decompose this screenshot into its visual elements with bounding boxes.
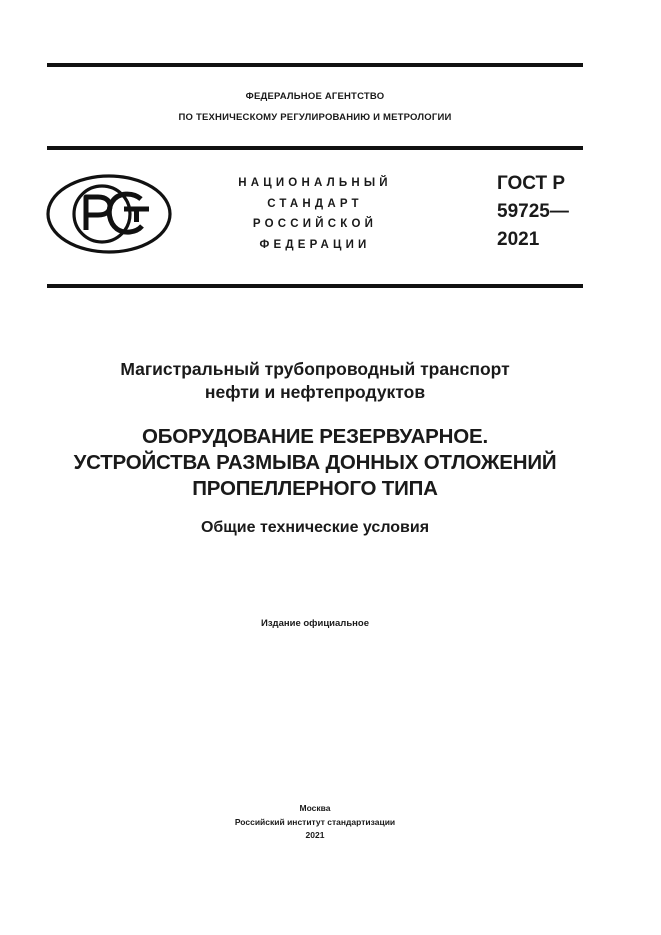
subject-line-2: нефти и нефтепродуктов xyxy=(204,382,426,402)
imprint-publisher: Российский институт стандартизации xyxy=(234,816,396,827)
agency-line-1: ФЕДЕРАЛЬНОЕ АГЕНТСТВО xyxy=(245,91,385,102)
national-line-2: СТАНДАРТ xyxy=(267,197,363,210)
imprint xyxy=(47,802,583,843)
imprint-year: 2021 xyxy=(305,830,325,840)
main-title-line-1: ОБОРУДОВАНИЕ РЕЗЕРВУАРНОЕ. xyxy=(142,425,488,448)
imprint-city: Москва xyxy=(299,803,331,813)
top-rule xyxy=(47,63,583,67)
main-title-line-3: ПРОПЕЛЛЕРНОГО ТИПА xyxy=(192,477,438,500)
gost-line-1: ГОСТ Р xyxy=(497,173,566,194)
subject-title xyxy=(47,358,583,404)
subject-line-1: Магистральный трубопроводный транспорт xyxy=(120,359,510,379)
block-rule xyxy=(47,284,583,288)
main-title xyxy=(20,424,610,502)
header-rule xyxy=(47,146,583,150)
national-line-1: НАЦИОНАЛЬНЫЙ xyxy=(238,177,392,189)
national-standard-label xyxy=(225,173,405,255)
gost-line-2: 59725— xyxy=(497,201,569,222)
national-line-3: РОССИЙСКОЙ xyxy=(252,218,378,230)
gost-line-3: 2021 xyxy=(497,229,540,250)
national-line-4: ФЕДЕРАЦИИ xyxy=(259,238,371,251)
conditions-subtitle: Общие технические условия xyxy=(200,519,430,536)
main-title-line-2: УСТРОЙСТВА РАЗМЫВА ДОННЫХ ОТЛОЖЕНИЙ xyxy=(73,451,557,474)
edition-label: Издание официальное xyxy=(261,618,369,629)
rst-certification-mark-icon xyxy=(46,174,172,254)
agency-line-2: ПО ТЕХНИЧЕСКОМУ РЕГУЛИРОВАНИЮ И МЕТРОЛОГИИ xyxy=(178,112,452,123)
gost-designation xyxy=(497,170,569,254)
